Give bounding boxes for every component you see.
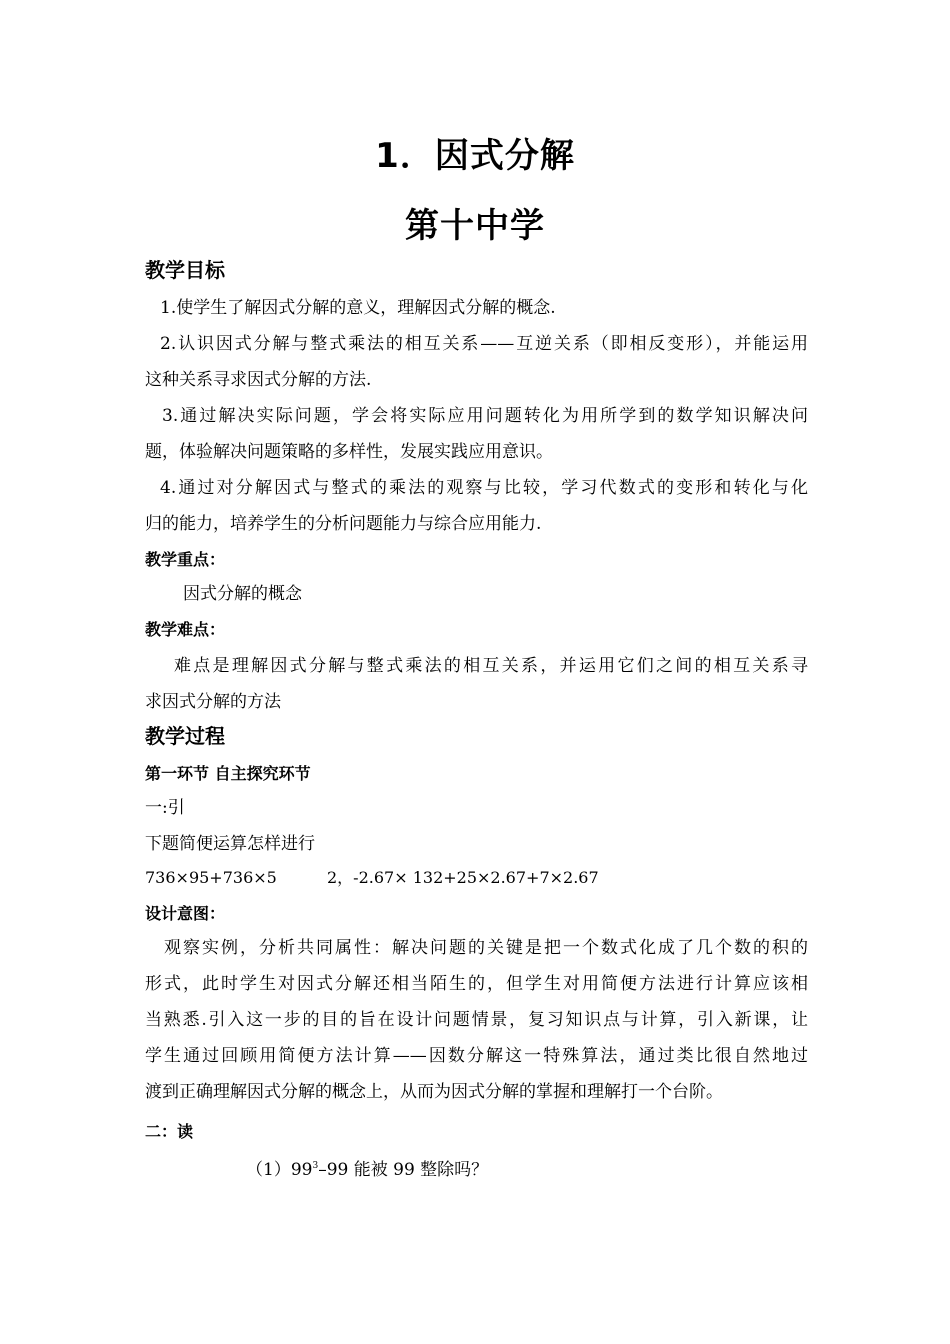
- difficulty-text: 难点是理解因式分解与整式乘法的相互关系，并运用它们之间的相互关系寻: [174, 656, 808, 676]
- read-heading: 二：读: [145, 1122, 194, 1141]
- intro-text: 下题简便运算怎样进行: [145, 834, 315, 854]
- design-text-4: 学生通过回顾用简便方法计算——因数分解这一特殊算法，通过类比很自然地过: [145, 1046, 808, 1066]
- key-point-text: 因式分解的概念: [183, 584, 302, 604]
- design-text-2: 形式，此时学生对因式分解还相当陌生的，但学生对用简便方法进行计算应该相: [145, 974, 808, 994]
- question-1-prefix: （1）99: [246, 1160, 313, 1180]
- goal-item-4: 4.通过对分解因式与整式的乘法的观察与比较，学习代数式的变形和转化与化: [160, 478, 808, 498]
- key-point-heading: 教学重点：: [145, 550, 226, 569]
- design-text-3: 当熟悉.引入这一步的目的旨在设计问题情景，复习知识点与计算，引入新课，让: [145, 1010, 808, 1030]
- question-1-exponent: 3: [312, 1161, 319, 1171]
- question-1: [246, 1154, 546, 1182]
- design-heading: 设计意图：: [145, 904, 226, 923]
- difficulty-text-cont: 求因式分解的方法: [145, 692, 281, 712]
- section-heading: 第一环节 自主探究环节: [145, 764, 311, 783]
- goal-item-1: 1.使学生了解因式分解的意义，理解因式分解的概念.: [160, 298, 556, 318]
- process-heading: 教学过程: [145, 724, 225, 748]
- goal-item-4-cont: 归的能力，培养学生的分析问题能力与综合应用能力.: [145, 514, 542, 534]
- question-1-suffix: –99 能被 99 整除吗？: [318, 1160, 489, 1180]
- design-text-5: 渡到正确理解因式分解的概念上，从而为因式分解的掌握和理解打一个台阶。: [145, 1082, 723, 1102]
- school-name: 第十中学: [405, 206, 545, 246]
- document-title: 1．因式分解: [375, 136, 575, 176]
- difficulty-heading: 教学难点：: [145, 620, 226, 639]
- goal-item-3: 3.通过解决实际问题，学会将实际应用问题转化为用所学到的数学知识解决问: [162, 406, 808, 426]
- expression-1: 736×95+736×5: [145, 868, 277, 887]
- goal-item-2: 2.认识因式分解与整式乘法的相互关系——互逆关系（即相反变形），并能运用: [160, 334, 808, 354]
- goal-item-2-cont: 这种关系寻求因式分解的方法.: [145, 370, 372, 390]
- goals-heading: 教学目标: [145, 258, 225, 282]
- design-text-1: 观察实例，分析共同属性：解决问题的关键是把一个数式化成了几个数的积的: [164, 938, 808, 958]
- goal-item-3-cont: 题，体验解决问题策略的多样性，发展实践应用意识。: [145, 442, 553, 462]
- expression-2: 2，-2.67× 132+25×2.67+7×2.67: [327, 868, 599, 887]
- intro-label: 一:引: [145, 798, 185, 818]
